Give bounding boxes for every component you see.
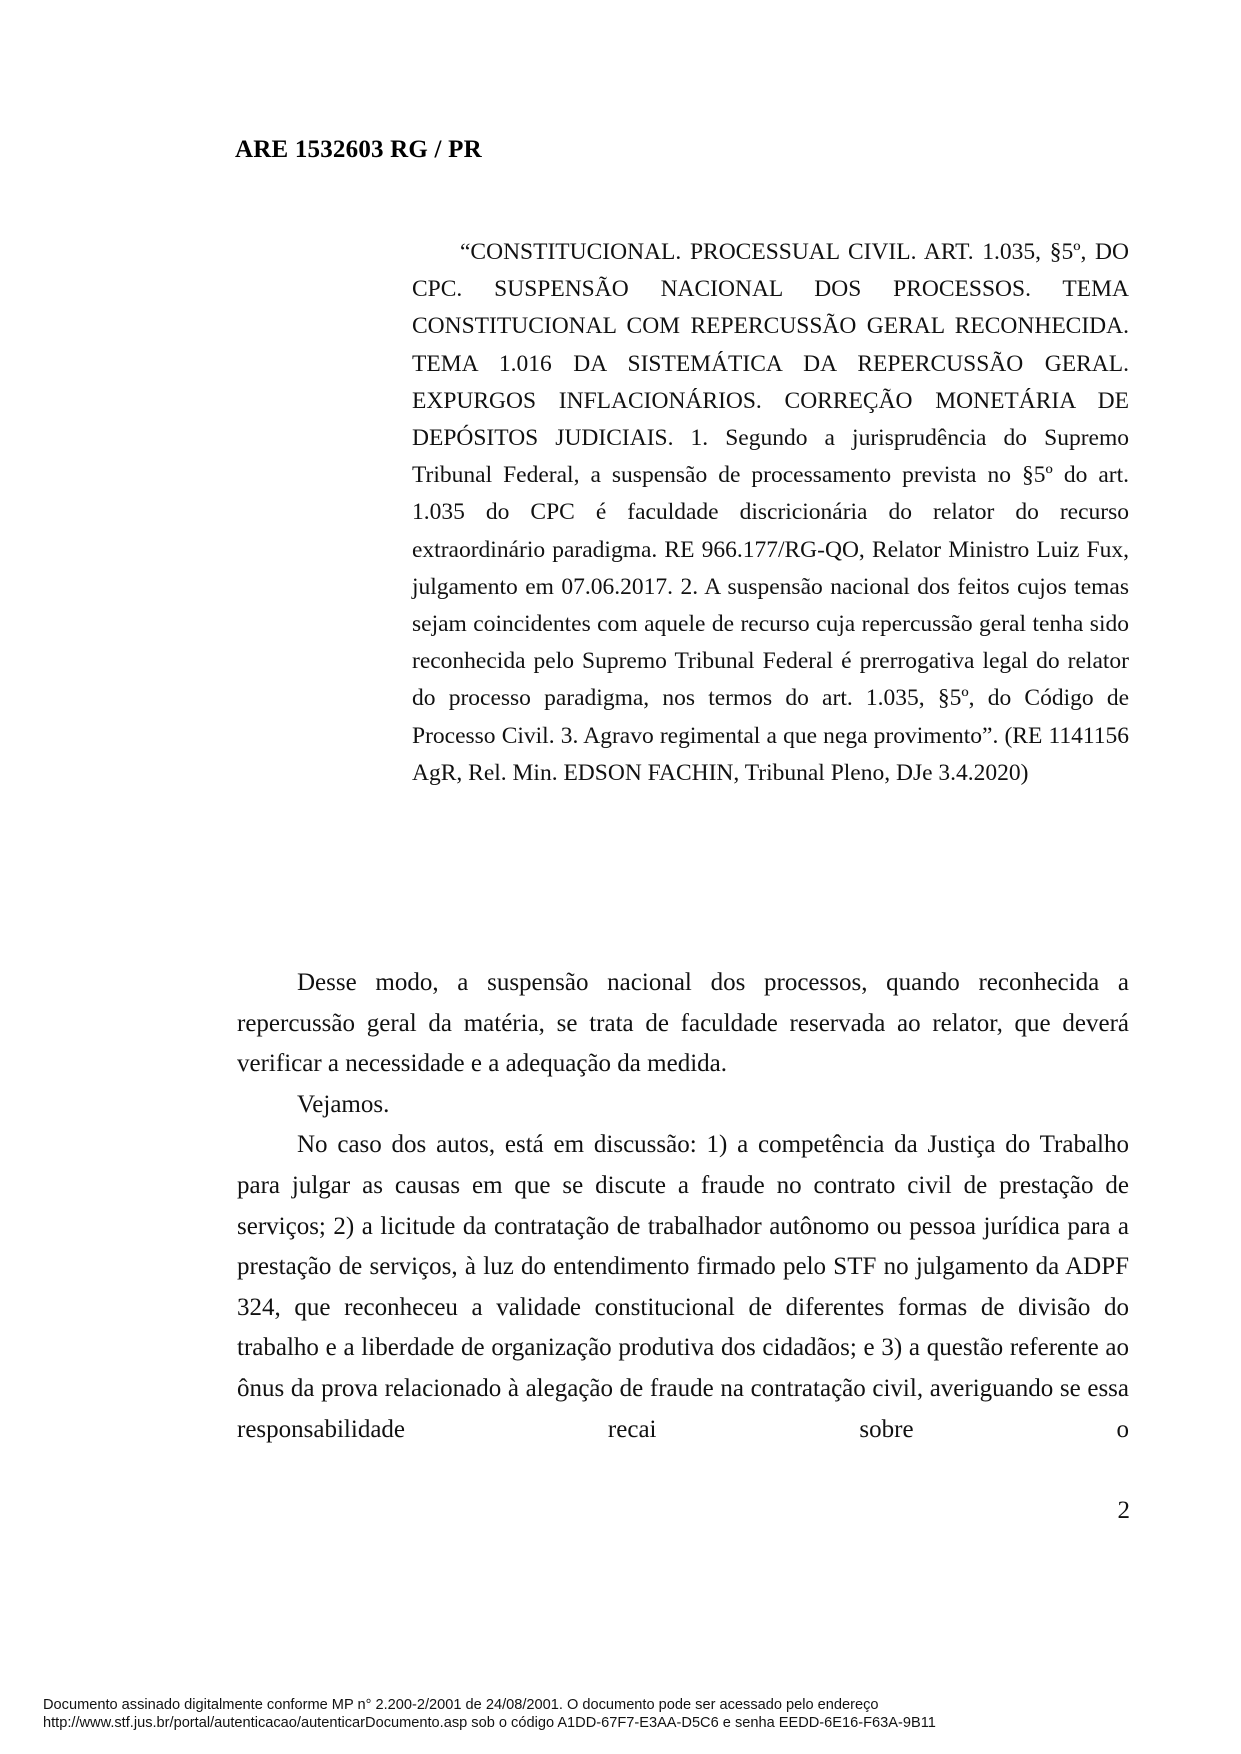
- paragraph-conclusion: Desse modo, a suspensão nacional dos processos, quando reconhecida a repercussão geral da matéria, se trata de faculdade reservada ao relator, que deverá verificar a necessidade e a adequação da medida.: [237, 969, 1129, 1078]
- body-text: [237, 963, 1129, 1450]
- quote-text: “CONSTITUCIONAL. PROCESSUAL CIVIL. ART. 1.035, §5º, DO CPC. SUSPENSÃO NACIONAL DOS PROCESSOS. TEMA CONSTITUCIONAL COM REPERCUSSÃO GERAL RECONHECIDA. TEMA 1.016 DA SISTEMÁTICA DA REPERCUSSÃO GERAL. EXPURGOS INFLACIONÁRIOS. CORREÇÃO MONETÁRIA DE DEPÓSITOS JUDICIAIS. 1. Segundo a jurisprudência do Supremo Tribunal Federal, a suspensão de processamento prevista no §5º do art. 1.035 do CPC é faculdade discricionária do relator do recurso extraordinário paradigma. RE 966.177/RG-QO, Relator Ministro Luiz Fux, julgamento em 07.06.2017. 2. A suspensão nacional dos feitos cujos temas sejam coincidentes com aquele de recurso cuja repercussão geral tenha sido reconhecida pelo Supremo Tribunal Federal é prerrogativa legal do relator do processo paradigma, nos termos do art. 1.035, §5º, do Código de Processo Civil. 3. Agravo regimental a que nega provimento”. (RE 1141156 AgR, Rel. Min. EDSON FACHIN, Tribunal Pleno, DJe 3.4.2020): [412, 239, 1129, 786]
- footer-line-1: Documento assinado digitalmente conforme MP n° 2.200-2/2001 de 24/08/2001. O documento pode ser acessado pelo endereço: [43, 1697, 879, 1713]
- digital-signature-footer: [43, 1697, 1223, 1732]
- block-quote: [412, 234, 1129, 792]
- page-number: 2: [1117, 1497, 1130, 1524]
- case-header: ARE 1532603 RG / PR: [235, 136, 482, 163]
- paragraph-discussion: No caso dos autos, está em discussão: 1) a competência da Justiça do Trabalho para julgar as causas em que se discute a fraude no contrato civil de prestação de serviços; 2) a licitude da contratação de trabalhador autônomo ou pessoa jurídica para a prestação de serviços, à luz do entendimento firmado pelo STF no julgamento da ADPF 324, que reconheceu a validade constitucional de diferentes formas de divisão do trabalho e a liberdade de organização produtiva dos cidadãos; e 3) a questão referente ao ônus da prova relacionado à alegação de fraude na contratação civil, averiguando se essa responsabilidade recai sobre o: [237, 1131, 1129, 1443]
- paragraph-vejamos: Vejamos.: [297, 1090, 390, 1118]
- footer-line-2: http://www.stf.jus.br/portal/autenticacao/autenticarDocumento.asp sob o código A1DD-67F7-E3AA-D5C6 e senha EEDD-6E16-F63A-9B11: [43, 1714, 936, 1731]
